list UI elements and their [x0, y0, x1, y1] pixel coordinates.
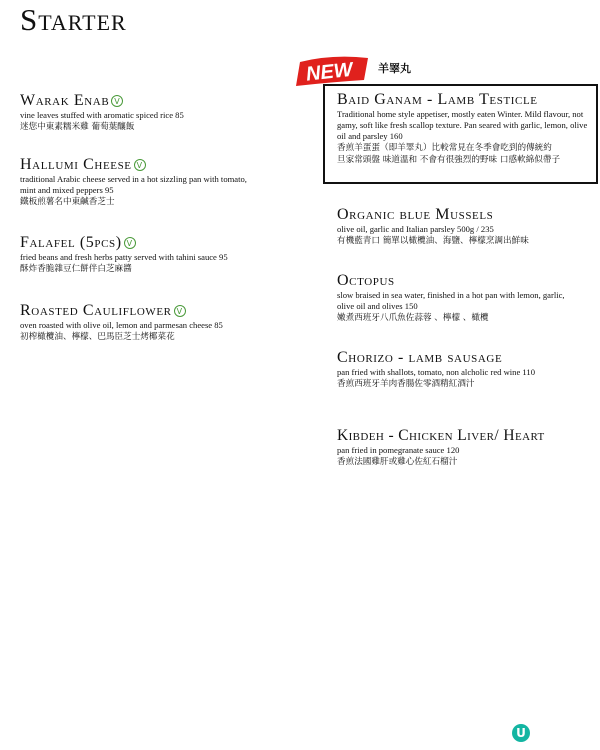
item-description: Traditional home style appetiser, mostly eaten Winter. Mild flavour, not gamy, soft like fresh scallop texture. Pan seared with garlic, lemon, olive oil and parsley 160 — [337, 109, 588, 141]
vegetarian-icon: V — [124, 237, 136, 249]
item-name: Kibdeh - Chicken Liver/ Heart — [337, 427, 545, 444]
item-chinese-description: 迷您中東素糯米雞 葡萄葉釀飯 — [20, 122, 135, 132]
item-chinese-description: 香煎羊蛋蛋（即羊睪丸）比較常見在冬季會吃到的傳統約 — [337, 143, 552, 153]
item-chinese-description: 嫩煮西班牙八爪魚佐蒜蓉 、檸檬 、橄欖 — [337, 313, 489, 323]
item-name: Hallumi Cheese — [20, 156, 132, 173]
item-name: Chorizo - lamb sausage — [337, 349, 503, 366]
item-description: slow braised in sea water, finished in a hot pan with lemon, garlic, olive oil and olives 150 — [337, 290, 565, 311]
menu-item-roasted-cauliflower — [20, 302, 300, 343]
item-description: pan fried in pomegranate sauce 120 — [337, 445, 460, 455]
item-description: oven roasted with olive oil, lemon and parmesan cheese 85 — [20, 320, 223, 330]
new-badge-label: NEW — [304, 58, 354, 86]
item-description: pan fried with shallots, tomato, non alcholic red wine 110 — [337, 367, 536, 377]
vegetarian-icon: V — [134, 159, 146, 171]
vegetarian-icon: V — [111, 95, 123, 107]
item-name: Warak Enab — [20, 92, 110, 109]
item-name: Baid Ganam - Lamb Testicle — [337, 91, 538, 108]
item-description: olive oil, garlic and Italian parsley 500g / 235 — [337, 224, 494, 234]
item-description: fried beans and fresh herbs patty served with tahini sauce 95 — [20, 252, 228, 262]
item-chinese-description: 香煎法國雞肝或雞心佐紅石榴汁 — [337, 457, 458, 467]
item-name: Octopus — [337, 272, 395, 289]
item-name: Roasted Cauliflower — [20, 302, 172, 319]
menu-item-octopus — [337, 272, 582, 324]
menu-item-falafel — [20, 234, 290, 275]
item-description: traditional Arabic cheese served in a hot sizzling pan with tomato, mint and mixed peppers 95 — [20, 174, 247, 195]
item-chinese-description: 香煎西班牙羊肉香腸佐零酒精紅酒汁 — [337, 379, 475, 389]
item-name: Organic blue Mussels — [337, 206, 494, 223]
item-chinese-description: 鐵板煎薯名中東鹹香芝士 — [20, 197, 115, 207]
item-chinese-description: 酥炸香脆雜豆仁餅伴白芝麻醬 — [20, 264, 132, 274]
new-chinese-label: 羊睪丸 — [378, 62, 411, 75]
item-chinese-description: 有機藍青口 簡單以橄欖油、海鹽、檸檬烹調出鮮味 — [337, 236, 529, 246]
item-description: vine leaves stuffed with aromatic spiced rice 85 — [20, 110, 184, 120]
item-name: Falafel (5pcs) — [20, 234, 122, 251]
item-chinese-description: 初榨橄欖油、檸檬、巴馬臣芝士烤椰菜花 — [20, 332, 175, 342]
vegetarian-icon: V — [174, 305, 186, 317]
menu-item-organic-blue-mussels — [337, 206, 592, 247]
page-title: Starter — [20, 2, 127, 37]
menu-item-hallumi-cheese — [20, 156, 290, 208]
menu-item-baid-ganam — [337, 91, 592, 166]
menu-item-kibdeh — [337, 427, 599, 468]
item-chinese-description: 旦家常頭盤 味道溫和 不會有很強烈的野味 口感軟綿似帶子 — [337, 155, 561, 165]
brand-logo-icon: U — [512, 724, 530, 742]
menu-item-warak-enab — [20, 92, 290, 133]
menu-item-chorizo — [337, 349, 592, 390]
